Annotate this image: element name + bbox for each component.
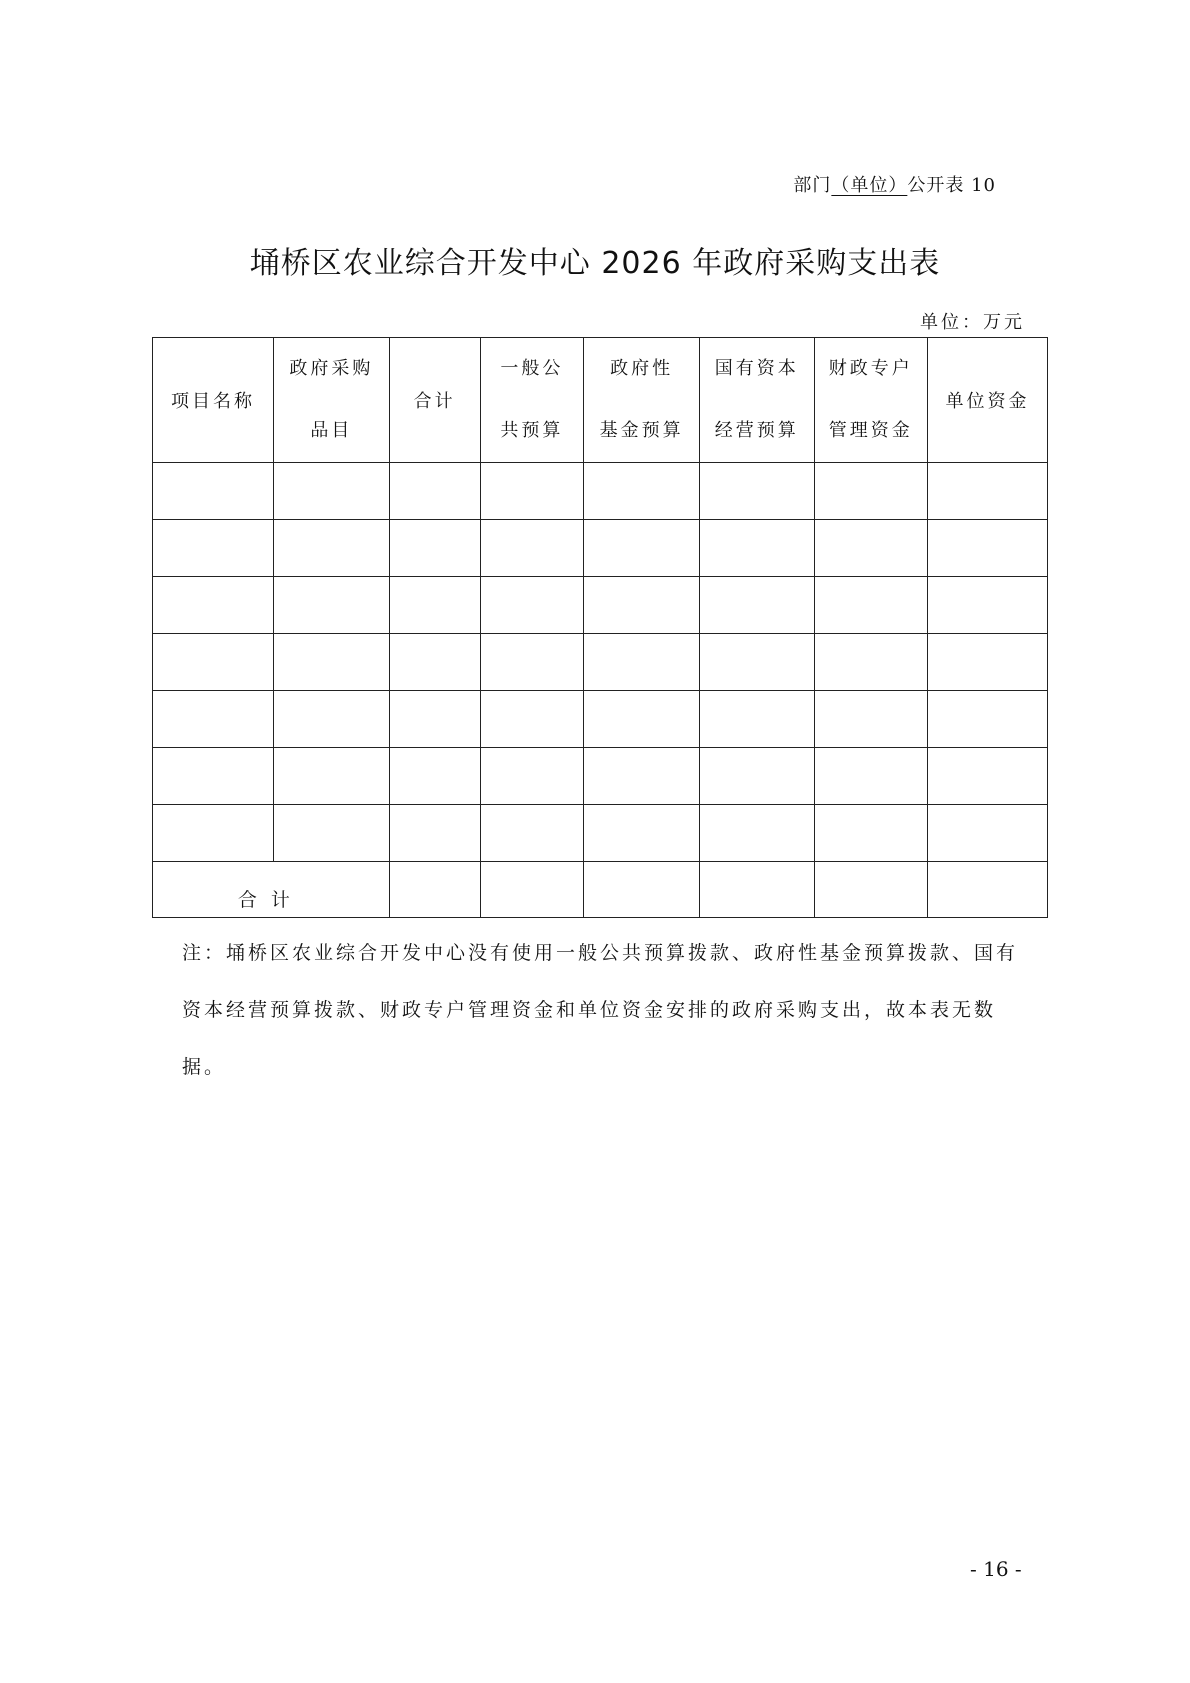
header-cell-general-budget: 一般公 共预算 bbox=[480, 338, 584, 463]
table-cell bbox=[699, 463, 814, 520]
table-cell bbox=[584, 577, 700, 634]
table-row bbox=[153, 691, 1048, 748]
table-cell bbox=[927, 577, 1047, 634]
table-row bbox=[153, 463, 1048, 520]
table-cell bbox=[927, 805, 1047, 862]
table-cell bbox=[480, 748, 584, 805]
unit-label: 单位：万元 bbox=[920, 312, 1025, 333]
header-cell-state-capital-budget: 国有资本 经营预算 bbox=[699, 338, 814, 463]
procurement-table bbox=[152, 337, 1048, 918]
table-cell bbox=[153, 577, 274, 634]
table-cell bbox=[927, 691, 1047, 748]
header-cell-project-name: 项目名称 bbox=[153, 338, 274, 463]
table-cell bbox=[584, 748, 700, 805]
table-cell bbox=[389, 634, 480, 691]
header-cell-fund-budget: 政府性 基金预算 bbox=[584, 338, 700, 463]
table-cell bbox=[274, 520, 390, 577]
table-cell bbox=[153, 520, 274, 577]
table-cell bbox=[814, 634, 927, 691]
table-cell bbox=[927, 634, 1047, 691]
table-cell bbox=[389, 577, 480, 634]
table-cell bbox=[274, 805, 390, 862]
table-cell bbox=[927, 748, 1047, 805]
table-cell bbox=[584, 463, 700, 520]
table-body bbox=[153, 463, 1048, 862]
table-cell bbox=[584, 634, 700, 691]
table-cell bbox=[814, 805, 927, 862]
header-cell-total: 合计 bbox=[389, 338, 480, 463]
table-row bbox=[153, 805, 1048, 862]
document-title: 埇桥区农业综合开发中心 2026 年政府采购支出表 bbox=[249, 246, 941, 281]
table-cell bbox=[389, 691, 480, 748]
table-cell bbox=[699, 520, 814, 577]
header-reference-suffix: 公开表 10 bbox=[907, 175, 996, 196]
table-row bbox=[153, 748, 1048, 805]
table-cell bbox=[814, 520, 927, 577]
table-cell bbox=[153, 691, 274, 748]
total-cell bbox=[480, 862, 584, 918]
table-cell bbox=[153, 805, 274, 862]
table-cell bbox=[480, 805, 584, 862]
table-cell bbox=[153, 748, 274, 805]
total-cell bbox=[389, 862, 480, 918]
header-reference-unit: （单位） bbox=[831, 175, 908, 196]
table-cell bbox=[814, 748, 927, 805]
table-cell bbox=[389, 463, 480, 520]
table-cell bbox=[584, 691, 700, 748]
table-cell bbox=[389, 748, 480, 805]
header-cell-procurement-item: 政府采购 品目 bbox=[274, 338, 390, 463]
table-header-row bbox=[153, 338, 1048, 463]
table-cell bbox=[389, 520, 480, 577]
table-cell bbox=[274, 748, 390, 805]
table-cell bbox=[480, 634, 584, 691]
table-cell bbox=[153, 463, 274, 520]
table-cell bbox=[814, 577, 927, 634]
table-cell bbox=[274, 463, 390, 520]
footnote: 注：埇桥区农业综合开发中心没有使用一般公共预算拨款、政府性基金预算拨款、国有资本经营预算拨款、财政专户管理资金和单位资金安排的政府采购支出，故本表无数据。 bbox=[182, 942, 1019, 1078]
table-total-row bbox=[153, 862, 1048, 918]
table-cell bbox=[927, 520, 1047, 577]
header-cell-unit-funds: 单位资金 bbox=[927, 338, 1047, 463]
table-row bbox=[153, 520, 1048, 577]
table-cell bbox=[699, 577, 814, 634]
header-reference bbox=[793, 171, 996, 197]
header-reference-prefix: 部门 bbox=[793, 175, 832, 196]
table-cell bbox=[153, 634, 274, 691]
header-cell-fiscal-account-funds: 财政专户 管理资金 bbox=[814, 338, 927, 463]
table-cell bbox=[814, 463, 927, 520]
page-number: - 16 - bbox=[970, 1557, 1022, 1581]
table-cell bbox=[274, 691, 390, 748]
table-cell bbox=[274, 634, 390, 691]
table-cell bbox=[480, 691, 584, 748]
table-row bbox=[153, 577, 1048, 634]
table-cell bbox=[814, 691, 927, 748]
table-cell bbox=[927, 463, 1047, 520]
total-cell bbox=[584, 862, 700, 918]
table-cell bbox=[480, 463, 584, 520]
total-cell bbox=[699, 862, 814, 918]
table-cell bbox=[389, 805, 480, 862]
table-cell bbox=[699, 748, 814, 805]
table-cell bbox=[480, 520, 584, 577]
total-cell bbox=[814, 862, 927, 918]
table-cell bbox=[699, 634, 814, 691]
table-cell bbox=[480, 577, 584, 634]
table-cell bbox=[274, 577, 390, 634]
total-label-cell: 合计 bbox=[153, 862, 390, 918]
table-cell bbox=[584, 520, 700, 577]
table-cell bbox=[584, 805, 700, 862]
table-cell bbox=[699, 691, 814, 748]
total-cell bbox=[927, 862, 1047, 918]
table-row bbox=[153, 634, 1048, 691]
table-cell bbox=[699, 805, 814, 862]
